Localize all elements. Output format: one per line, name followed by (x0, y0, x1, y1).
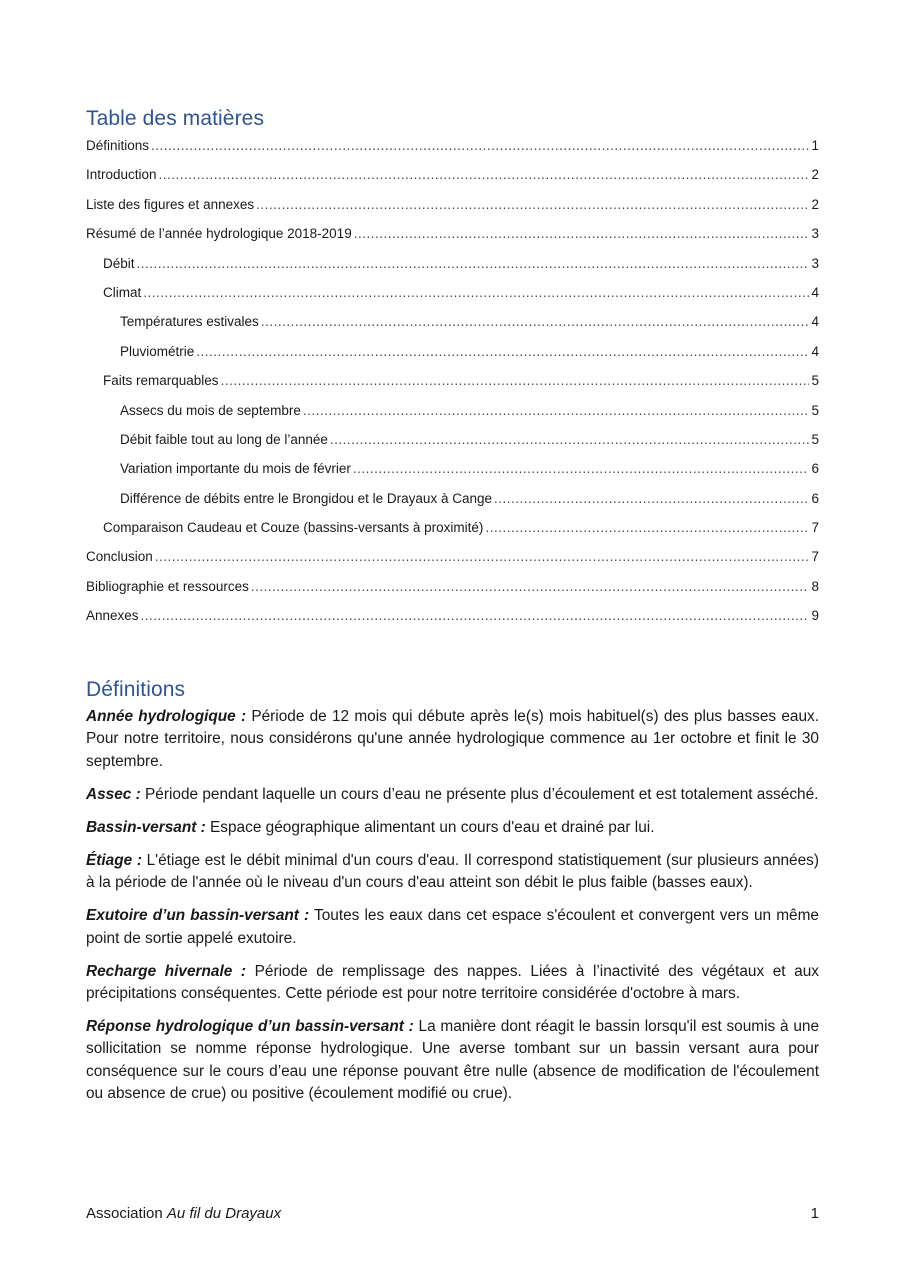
toc-leader-dots (485, 519, 809, 537)
toc-heading: Table des matières (86, 107, 265, 130)
definition-text: Période pendant laquelle un cours d’eau ne présente plus d’écoulement et est totalement asséché. (140, 785, 819, 803)
toc-entry[interactable] (86, 343, 819, 372)
definition-text: L'étiage est le débit minimal d'un cours d'eau. Il correspond statistiquement (sur plusieurs années) à la période de l'année où le niveau d'un cours d'eau atteint son débit le plus faible (basses eaux). (86, 851, 819, 892)
definition-text: Espace géographique alimentant un cours d'eau et drainé par lui. (205, 818, 655, 836)
toc-entry[interactable] (86, 578, 819, 607)
definition-item (86, 784, 819, 806)
toc-entry-page: 2 (811, 167, 819, 183)
definition-item (86, 817, 819, 839)
definition-term: Bassin-versant : (86, 818, 206, 836)
toc-entry-label: Assecs du mois de septembre (120, 402, 301, 418)
toc-leader-dots (251, 578, 810, 596)
toc-entry-label: Comparaison Caudeau et Couze (bassins-versants à proximité) (103, 520, 484, 536)
toc-entry-label: Températures estivales (120, 314, 259, 330)
definition-term: Réponse hydrologique d’un bassin-versant : (86, 1018, 414, 1036)
toc-leader-dots (159, 166, 810, 184)
footer-association-name: Au fil du Drayaux (166, 1205, 282, 1222)
page-footer (86, 1205, 819, 1227)
toc-entry-page: 4 (811, 314, 819, 330)
toc-entry-page: 4 (811, 343, 819, 359)
toc-leader-dots (137, 255, 810, 273)
toc-entry-label: Bibliographie et ressources (86, 578, 249, 594)
toc-entry[interactable] (86, 402, 819, 431)
toc-entry-page: 2 (811, 196, 819, 212)
definition-term: Année hydrologique : (86, 708, 247, 725)
toc-entry-page: 3 (811, 226, 819, 242)
toc-entry-page: 3 (811, 255, 819, 271)
toc-entry[interactable] (86, 166, 819, 195)
toc-leader-dots (143, 284, 809, 302)
toc-entry-label: Faits remarquables (103, 373, 219, 389)
definitions-list (86, 706, 819, 1116)
toc-entry-label: Résumé de l’année hydrologique 2018-2019 (86, 226, 352, 242)
toc-entry-label: Introduction (86, 167, 157, 183)
toc-entry-label: Liste des figures et annexes (86, 196, 255, 212)
toc-entry[interactable] (86, 137, 819, 166)
toc-entry-label: Différence de débits entre le Brongidou et le Drayaux à Cange (120, 490, 492, 506)
toc-entry[interactable] (86, 519, 819, 548)
toc-leader-dots (256, 196, 809, 214)
definition-item (86, 1016, 819, 1105)
toc-entry-page: 6 (811, 490, 819, 506)
toc-entry-label: Annexes (86, 608, 139, 624)
definition-text: Période de remplissage des nappes. Liées à l’inactivité des végétaux et aux précipitations conséquentes. Cette période est pour notre territoire considérée d'octobre à mars. (86, 962, 819, 1002)
toc-entry-label: Pluviométrie (120, 343, 195, 359)
definitions-heading: Définitions (86, 678, 186, 701)
toc-entry-page: 7 (811, 520, 819, 536)
table-of-contents (86, 137, 819, 637)
definition-text: Période de 12 mois qui débute après le(s) mois habituel(s) des plus basses eaux. Pour notre territoire, nous considérons qu'une année hydrologique commence au 1er octobre et finit le 30 septembre. (86, 708, 820, 770)
toc-entry-page: 1 (811, 138, 819, 153)
toc-leader-dots (141, 607, 810, 625)
definition-item (86, 961, 819, 1006)
definition-term: Exutoire d’un bassin-versant : (86, 907, 310, 925)
definition-term: Assec : (86, 785, 141, 803)
toc-leader-dots (196, 343, 809, 361)
toc-leader-dots (353, 460, 810, 478)
toc-entry[interactable] (86, 548, 819, 577)
definition-item (86, 905, 819, 950)
toc-entry-label: Débit (103, 255, 135, 271)
toc-leader-dots (261, 313, 810, 331)
toc-leader-dots (151, 137, 809, 155)
toc-entry-page: 5 (811, 402, 819, 418)
toc-entry-page: 7 (811, 549, 819, 565)
toc-leader-dots (330, 431, 810, 449)
definition-term: Recharge hivernale : (86, 962, 247, 980)
footer-association-prefix: Association (86, 1205, 167, 1222)
toc-entry[interactable] (86, 372, 819, 401)
definition-item (86, 850, 819, 895)
toc-entry[interactable] (86, 255, 819, 284)
toc-leader-dots (494, 490, 810, 508)
toc-entry-page: 9 (811, 608, 819, 624)
toc-entry[interactable] (86, 607, 819, 636)
toc-entry-label: Conclusion (86, 549, 153, 565)
toc-leader-dots (221, 372, 810, 390)
toc-entry-label: Climat (103, 284, 142, 300)
footer-association (86, 1205, 281, 1222)
toc-leader-dots (354, 225, 810, 243)
toc-entry[interactable] (86, 431, 819, 460)
toc-entry[interactable] (86, 225, 819, 254)
definition-term: Étiage : (86, 851, 142, 869)
toc-entry-label: Variation importante du mois de février (120, 461, 351, 477)
toc-leader-dots (155, 548, 810, 566)
toc-entry-page: 6 (811, 461, 819, 477)
toc-entry[interactable] (86, 284, 819, 313)
toc-entry[interactable] (86, 460, 819, 489)
toc-entry-label: Définitions (86, 138, 150, 153)
definition-item (86, 706, 819, 773)
toc-entry-page: 8 (811, 578, 819, 594)
toc-entry[interactable] (86, 490, 819, 519)
toc-entry-page: 5 (811, 373, 819, 389)
footer-page-number: 1 (810, 1205, 819, 1222)
toc-leader-dots (303, 402, 810, 420)
definition-text: La manière dont réagit le bassin lorsqu'il est soumis à une sollicitation se nomme réponse hydrologique. Une averse tombant sur un bassin versant aura pour conséquence sur le cours d’eau une réponse pouvant être nulle (absence de modification de l'écoulement ou absence de crue) ou positive (écoulement modifié ou crue). (86, 1018, 819, 1102)
toc-entry[interactable] (86, 196, 819, 225)
toc-entry-page: 4 (811, 284, 819, 300)
toc-entry-page: 5 (811, 431, 819, 447)
definition-text: Toutes les eaux dans cet espace s'écoulent et convergent vers un même point de sortie appelé exutoire. (86, 907, 819, 947)
toc-entry[interactable] (86, 313, 819, 342)
toc-entry-label: Débit faible tout au long de l’année (120, 431, 328, 447)
